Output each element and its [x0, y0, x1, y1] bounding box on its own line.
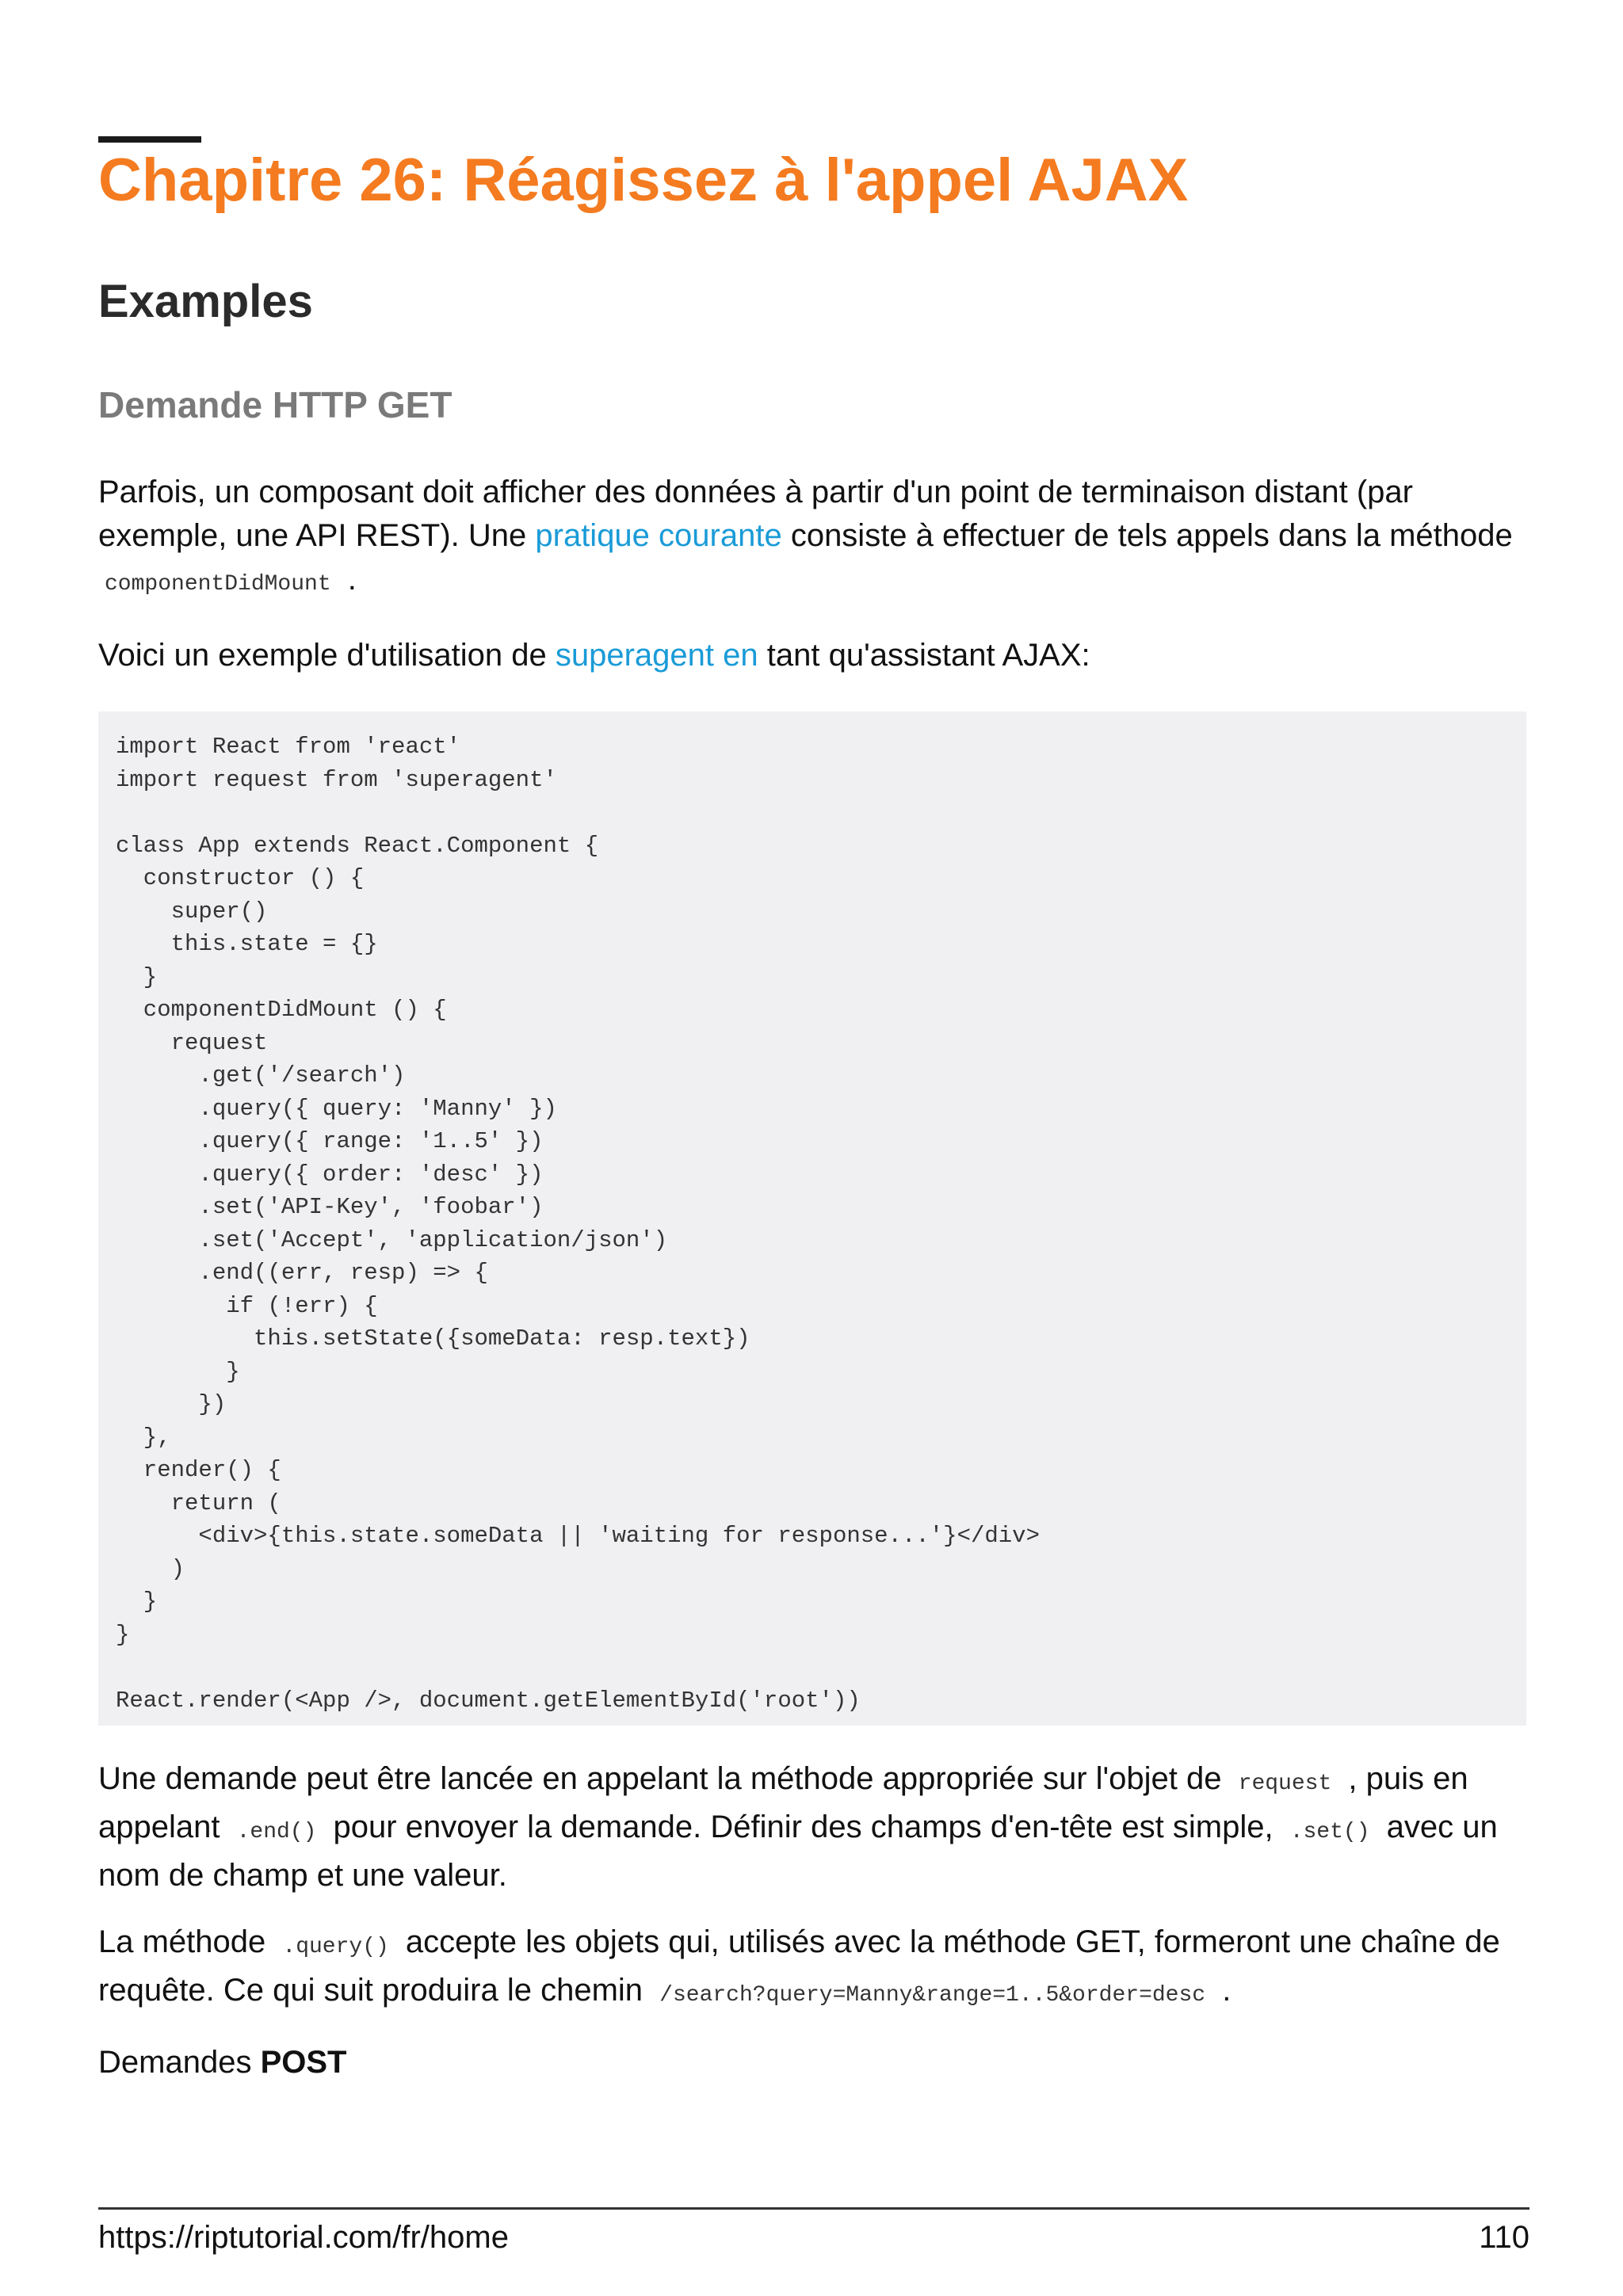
title-accent-bar [98, 136, 201, 143]
example-intro-text-1: Voici un exemple d'utilisation de [98, 638, 556, 673]
code-block [98, 711, 1526, 1726]
query-text-2: accepte les objets qui, utilisés avec la méthode GET, formeront une chaîne de requête. Ce qui suit produira le chemin [98, 1924, 1500, 2008]
footer-page-number: 110 [1479, 2220, 1529, 2255]
request-text-4: avec un nom de champ et une valeur. [98, 1810, 1498, 1893]
request-paragraph [98, 1757, 1533, 1897]
query-paragraph [98, 1920, 1533, 2017]
inline-code-query: .query() [282, 1935, 389, 1959]
post-heading-bold: POST [260, 2045, 347, 2080]
footer-url: https://riptutorial.com/fr/home [98, 2220, 509, 2255]
common-practice-link[interactable]: pratique courante [535, 518, 782, 553]
example-intro-paragraph [98, 634, 1533, 677]
inline-code-set: .set() [1289, 1820, 1370, 1844]
inline-code-request: request [1238, 1772, 1332, 1796]
subsection-title: Demande HTTP GET [98, 384, 453, 425]
intro-text-3: . [338, 562, 357, 597]
code-content: import React from 'react' import request from 'superagent' class App extends React.Component { constructor () { super() this.state = {} } componentDidMount () { request .get('/search') .query({ query: 'Manny' }) .query({ range: '1..5' }) .query({ order: 'desc' }) .set('API-Key', 'foobar') .set('Accept', 'application/json') .end((err, resp) => { if (!err) { this.setState({someData: resp.text}) } }) }, render() { return ( <div>{this.state.someData || 'waiting for response...'}</div> ) } } React.render(<App />, document.getElementById('root')) [116, 734, 1040, 1714]
post-heading [98, 2041, 1533, 2084]
superagent-link[interactable]: superagent en [555, 638, 758, 673]
footer-divider [98, 2207, 1529, 2210]
chapter-title: Chapitre 26: Réagissez à l'appel AJAX [98, 147, 1189, 214]
intro-text-1: Parfois, un composant doit afficher des données à partir d'un point de terminaison distant (par exemple, une API REST). Une [98, 475, 1413, 553]
section-title: Examples [98, 276, 313, 327]
inline-code-componentdidmount: componentDidMount [105, 572, 331, 597]
inline-code-search-path: /search?query=Manny&range=1..5&order=desc [659, 1983, 1206, 2008]
request-text-2: , puis en appelant [98, 1761, 1468, 1844]
example-intro-text-2: tant qu'assistant AJAX: [758, 638, 1090, 673]
inline-code-end: .end() [236, 1820, 317, 1844]
request-text-3: pour envoyer la demande. Définir des champs d'en-tête est simple, [324, 1810, 1282, 1844]
intro-text-2: consiste à effectuer de tels appels dans la méthode [781, 518, 1513, 553]
post-heading-text: Demandes [98, 2045, 261, 2080]
request-text-1: Une demande peut être lancée en appelant la méthode appropriée sur l'objet de [98, 1761, 1231, 1796]
query-text-3: . [1213, 1973, 1232, 2008]
query-text-1: La méthode [98, 1924, 275, 1959]
intro-paragraph [98, 471, 1533, 606]
